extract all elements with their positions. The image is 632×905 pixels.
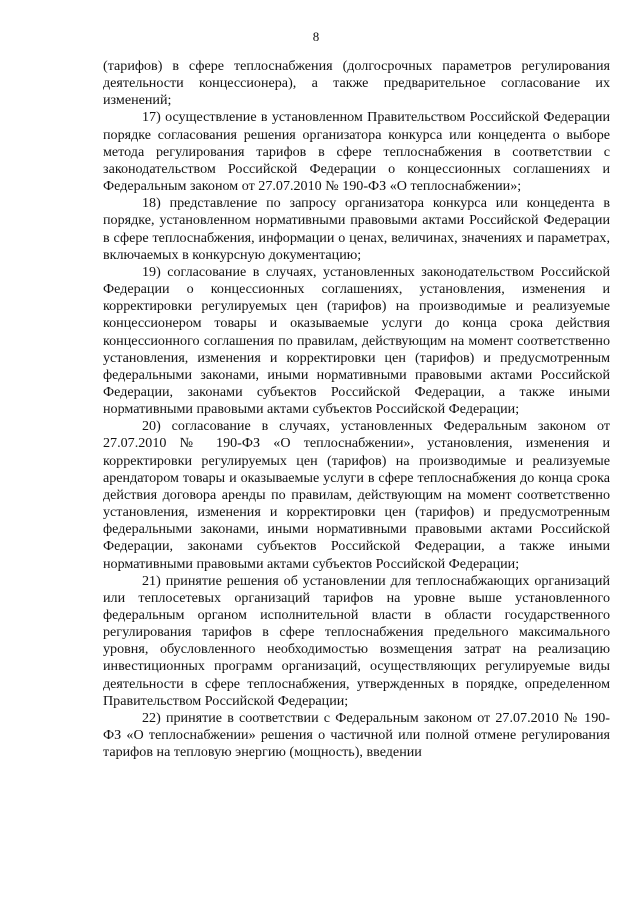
paragraph-item-22: 22) принятие в соответствии с Федеральным законом от 27.07.2010 № 190-ФЗ «О теплоснабжении» решения о частичной или полной отмене регулирования тарифов на тепловую энергию (мощность), введении [103, 709, 610, 761]
paragraph-item-20: 20) согласование в случаях, установленных Федеральным законом от 27.07.2010 № 190-ФЗ «О теплоснабжении», установления, изменения и корректировки регулируемых цен (тарифов) на производимые и реализуемые арендатором товары и оказываемые услуги в сфере теплоснабжения до конца срока действия договора аренды по правилам, действующим на момент соответственно установления, изменения и корректировки цен (тарифов) и предусмотренным федеральными законами, иными нормативными правовыми актами Российской Федерации, законами субъектов Российской Федерации, а также иными нормативными правовыми актами субъектов Российской Федерации; [103, 418, 610, 572]
paragraph-item-19: 19) согласование в случаях, установленных законодательством Российской Федерации о концессионных соглашениях, установления, изменения и корректировки регулируемых цен (тарифов) на производимые и реализуемые концессионером товары и оказываемые услуги до конца срока действия концессионного соглашения по правилам, действующим на момент соответственно установления, изменения и корректировки цен (тарифов) и предусмотренным федеральными законами, иными нормативными правовыми актами Российской Федерации, законами субъектов Российской Федерации, а также иными нормативными правовыми актами субъектов Российской Федерации; [103, 263, 610, 418]
paragraph-item-17: 17) осуществление в установленном Правительством Российской Федерации порядке согласования решения организатора конкурса или концедента о выборе метода регулирования тарифов в сфере теплоснабжения в соответствии с законодательством Российской Федерации о концессионных соглашениях и Федеральным законом от 27.07.2010 № 190-ФЗ «О теплоснабжении»; [103, 109, 610, 195]
document-body [103, 58, 610, 761]
paragraph-item-18: 18) представление по запросу организатора конкурса или концедента в порядке, установленном нормативными правовыми актами Российской Федерации в сфере теплоснабжения, информации о ценах, величинах, значениях и параметрах, включаемых в конкурсную документацию; [103, 195, 610, 263]
paragraph-item-21: 21) принятие решения об установлении для теплоснабжающих организаций или теплосетевых организаций тарифов на уровне выше установленного федеральным органом исполнительной власти в области государственного регулирования тарифов в сфере теплоснабжения предельного максимального уровня, обусловленного необходимостью возмещения затрат на реализацию инвестиционных программ организаций, осуществляющих регулируемые виды деятельности в сфере теплоснабжения, утвержденных в порядке, определенном Правительством Российской Федерации; [103, 572, 610, 709]
page-number: 8 [312, 29, 320, 44]
paragraph-continuation: (тарифов) в сфере теплоснабжения (долгосрочных параметров регулирования деятельности концессионера), а также предварительное согласование их изменений; [103, 58, 610, 109]
